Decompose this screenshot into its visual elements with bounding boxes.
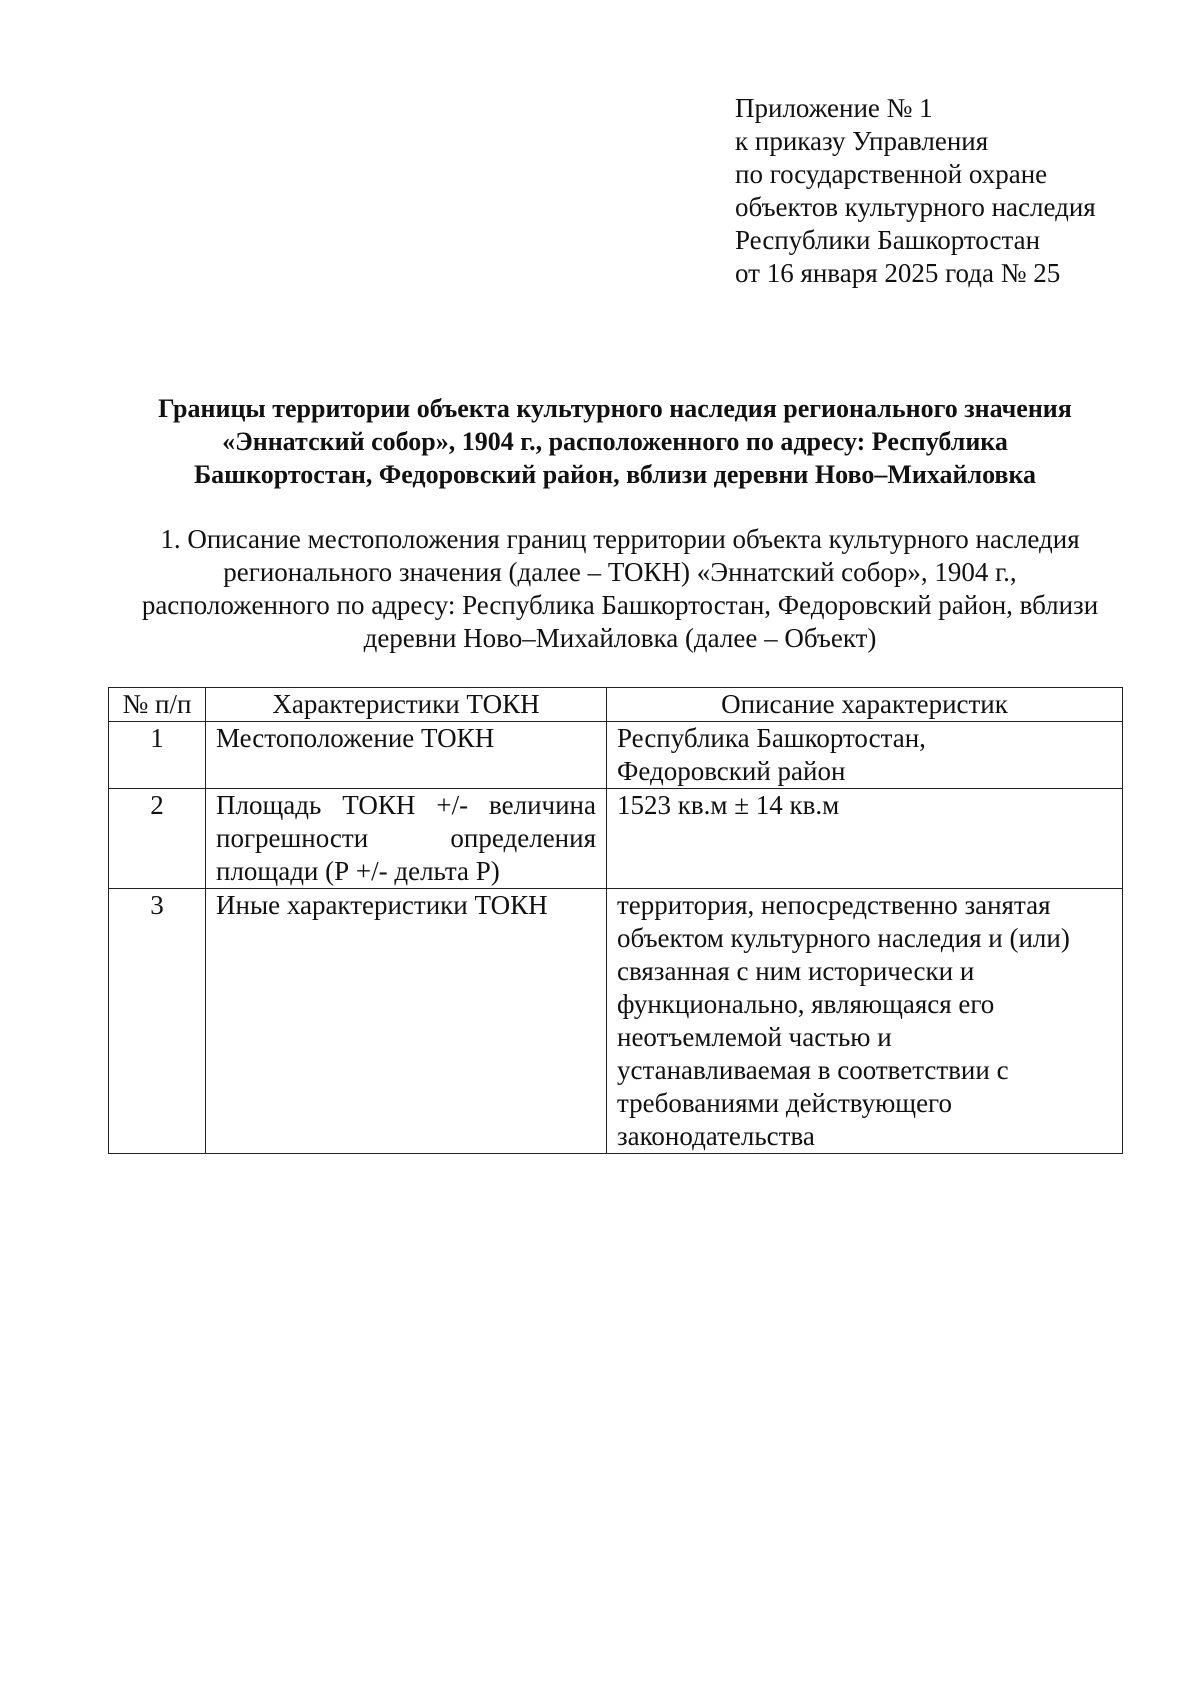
title-line: «Эннатский собор», 1904 г., расположенного по адресу: Республика (222, 427, 1008, 456)
title-line: Границы территории объекта культурного наследия регионального значения (158, 394, 1072, 423)
characteristics-table (108, 687, 1123, 1154)
row-description (607, 889, 1123, 1154)
row-characteristic: Иные характеристики ТОКН (206, 889, 607, 1154)
description-line: неотъемлемой частью и (617, 1022, 892, 1052)
row-number: 2 (109, 789, 206, 889)
description-line: объектом культурного наследия и (или) (617, 923, 1070, 953)
table-header-row (109, 688, 1123, 722)
column-header-description: Описание характеристик (607, 688, 1123, 722)
section-line: регионального значения (далее – ТОКН) «Эннатский собор», 1904 г., (223, 557, 1017, 587)
section-line: расположенного по адресу: Республика Башкортостан, Федоровский район, вблизи (141, 590, 1099, 620)
section-line: деревни Ново–Михайловка (далее – Объект) (363, 623, 877, 653)
description-line: связанная с ним исторически и (617, 956, 975, 986)
description-line: 1523 кв.м ± 14 кв.м (617, 790, 840, 820)
table-row (109, 889, 1123, 1154)
annex-line: от 16 января 2025 года № 25 (735, 258, 1061, 288)
column-header-number: № п/п (109, 688, 206, 722)
section-heading (90, 523, 1150, 655)
annex-header (735, 92, 1155, 290)
row-description (607, 722, 1123, 789)
description-line: функционально, являющаяся его (617, 989, 995, 1019)
section-line: 1. Описание местоположения границ территории объекта культурного наследия (160, 524, 1080, 554)
description-line: Республика Башкортостан, (617, 723, 926, 753)
description-line: требованиями действующего (617, 1088, 952, 1118)
annex-line: Республики Башкортостан (735, 225, 1041, 255)
annex-line: объектов культурного наследия (735, 192, 1096, 222)
description-line: Федоровский район (617, 756, 846, 786)
row-description (607, 789, 1123, 889)
row-characteristic: Местоположение ТОКН (206, 722, 607, 789)
title-line: Башкортостан, Федоровский район, вблизи деревни Ново–Михайловка (193, 460, 1037, 489)
description-line: территория, непосредственно занятая (617, 890, 1051, 920)
description-line: законодательства (617, 1121, 815, 1151)
column-header-characteristic: Характеристики ТОКН (206, 688, 607, 722)
table-row (109, 789, 1123, 889)
row-number: 3 (109, 889, 206, 1154)
row-characteristic: Площадь ТОКН +/- величина погрешности определения площади (Р +/- дельта Р) (206, 789, 607, 889)
annex-line: Приложение № 1 (735, 93, 933, 123)
table-row (109, 722, 1123, 789)
row-number: 1 (109, 722, 206, 789)
annex-line: по государственной охране (735, 159, 1048, 189)
description-line: устанавливаемая в соответствии с (617, 1055, 1009, 1085)
document-title (90, 392, 1140, 491)
annex-line: к приказу Управления (735, 126, 989, 156)
